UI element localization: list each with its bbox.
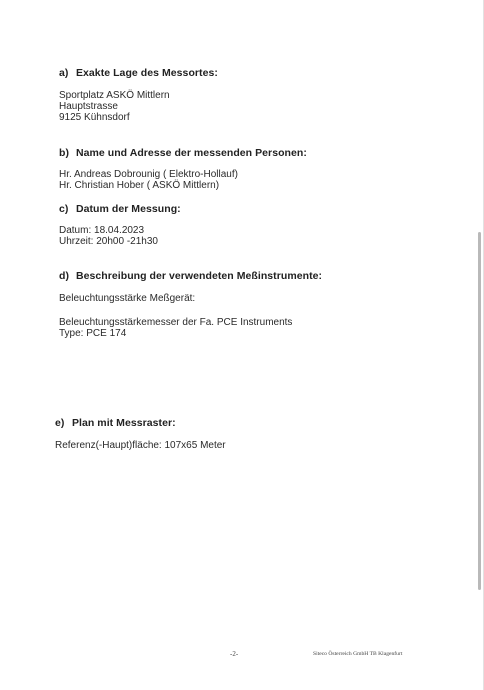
section-c-line-1: Datum: 18.04.2023 xyxy=(59,225,145,236)
section-e-label: e) xyxy=(55,417,65,429)
section-b-line-1: Hr. Andreas Dobrounig ( Elektro-Hollauf) xyxy=(59,169,238,180)
section-a-heading xyxy=(59,67,218,79)
page-number: -2- xyxy=(230,650,239,658)
section-e-heading xyxy=(55,417,176,429)
section-e-line-1: Referenz(-Haupt)fläche: 107x65 Meter xyxy=(55,440,226,451)
section-c-heading xyxy=(59,203,181,215)
section-d-label: d) xyxy=(59,270,70,282)
section-d-line-2: Beleuchtungsstärkemesser der Fa. PCE Instruments xyxy=(59,317,293,328)
section-a-label: a) xyxy=(59,67,69,79)
section-c-line-2: Uhrzeit: 20h00 -21h30 xyxy=(59,236,158,247)
vertical-scrollbar[interactable] xyxy=(478,232,481,590)
section-b-label: b) xyxy=(59,147,70,159)
section-d-line-3: Type: PCE 174 xyxy=(59,328,127,339)
section-b-heading xyxy=(59,147,307,159)
section-d-title: Beschreibung der verwendeten Meßinstrumente: xyxy=(75,270,323,282)
section-a-line-2: Hauptstrasse xyxy=(59,101,118,112)
section-b-line-2: Hr. Christian Hober ( ASKÖ Mittlern) xyxy=(59,180,220,191)
section-c-title: Datum der Messung: xyxy=(75,203,181,215)
section-e-title: Plan mit Messraster: xyxy=(71,417,176,429)
section-a-title: Exakte Lage des Messortes: xyxy=(75,67,218,79)
section-d-heading xyxy=(59,270,322,282)
section-d-line-1: Beleuchtungsstärke Meßgerät: xyxy=(59,293,196,304)
section-a-line-1: Sportplatz ASKÖ Mittlern xyxy=(59,90,170,101)
section-c-label: c) xyxy=(59,203,69,215)
section-a-line-3: 9125 Kühnsdorf xyxy=(59,112,130,123)
section-b-title: Name und Adresse der messenden Personen: xyxy=(75,147,307,159)
footer-company: Siteco Österreich GmbH TB Klagenfurt xyxy=(313,651,403,657)
